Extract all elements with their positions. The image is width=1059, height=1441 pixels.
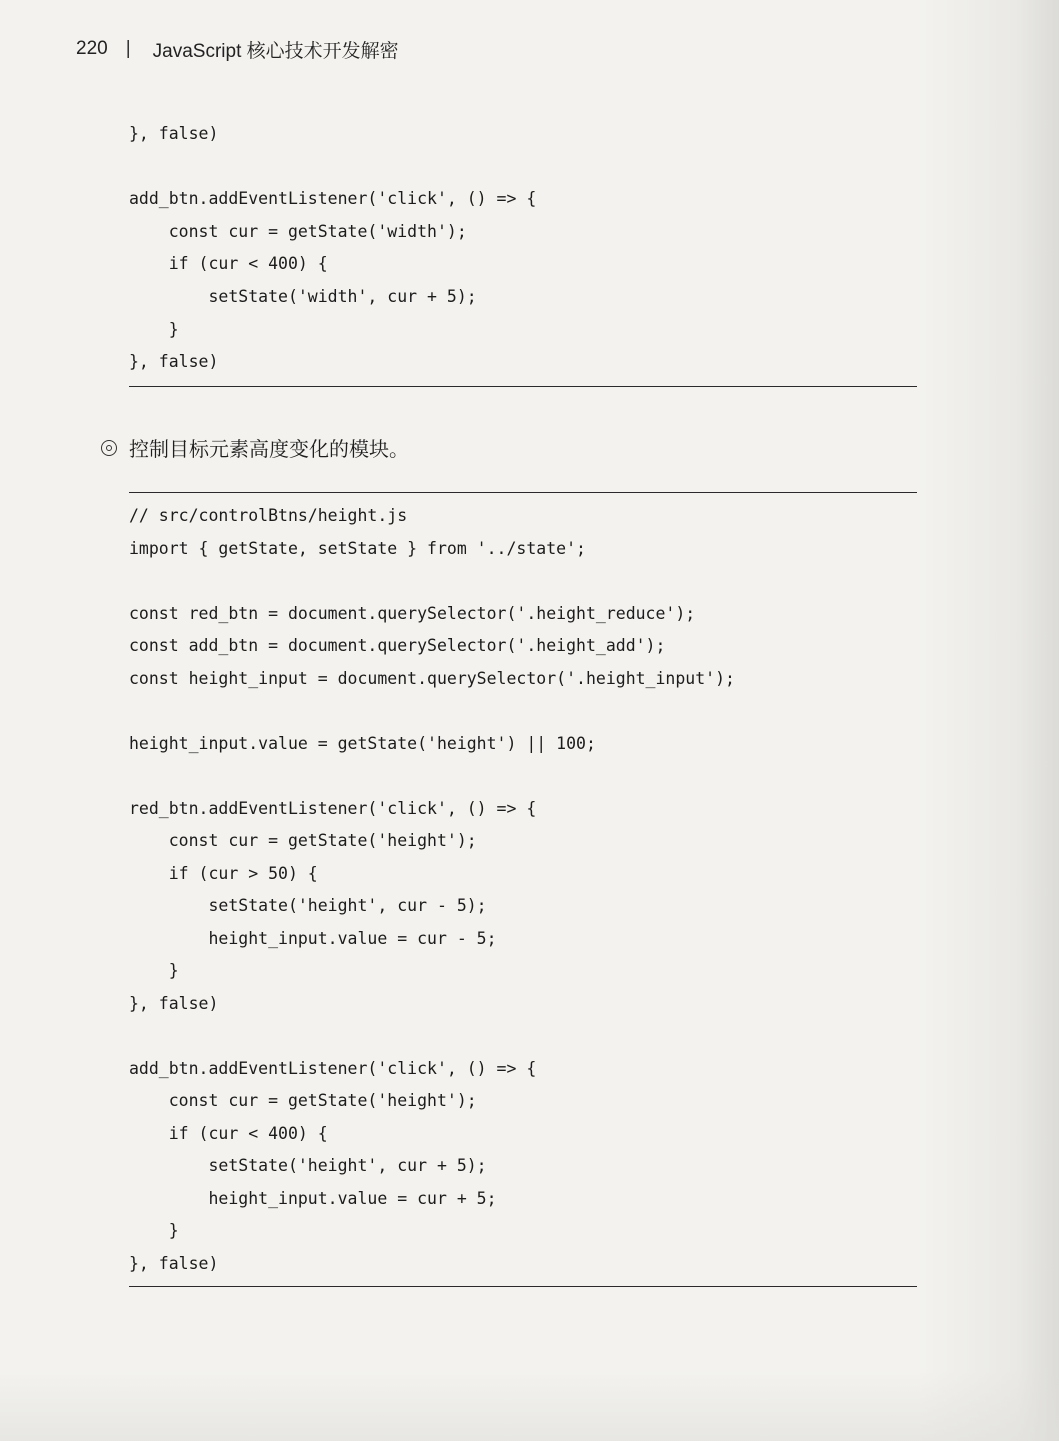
code-line: } bbox=[129, 961, 179, 980]
code-line: height_input.value = getState('height') || 100; bbox=[129, 733, 596, 753]
code-line: height_input.value = cur - 5; bbox=[129, 928, 497, 948]
bullet-text: 控制目标元素高度变化的模块。 bbox=[129, 436, 409, 461]
code-line: add_btn.addEventListener('click', () => { bbox=[129, 1058, 537, 1078]
code-line: setState('height', cur - 5); bbox=[129, 896, 487, 915]
code-line: }, false) bbox=[129, 993, 219, 1013]
page-edge-shadow bbox=[919, 0, 1059, 1441]
code-line: const cur = getState('height'); bbox=[129, 831, 477, 850]
code-line: red_btn.addEventListener('click', () => { bbox=[129, 798, 537, 818]
code-line: const cur = getState('height'); bbox=[129, 1091, 477, 1110]
code-line: height_input.value = cur + 5; bbox=[129, 1188, 497, 1208]
code-block-bottom-rule bbox=[129, 386, 917, 387]
code-line: import { getState, setState } from '../state'; bbox=[129, 538, 586, 558]
code-block-height-module bbox=[129, 500, 917, 1285]
code-line: if (cur < 400) { bbox=[129, 254, 328, 274]
code-line: setState('width', cur + 5); bbox=[129, 287, 477, 306]
code-line: }, false) bbox=[129, 352, 219, 372]
code-block-width-continuation bbox=[129, 118, 917, 383]
code-line: const height_input = document.querySelector('.height_input'); bbox=[129, 668, 735, 688]
circled-dot-bullet-icon bbox=[101, 440, 117, 456]
code-line: if (cur < 400) { bbox=[129, 1123, 328, 1143]
code-line: }, false) bbox=[129, 1253, 219, 1273]
page-bottom-shadow bbox=[0, 1371, 1059, 1441]
code-line: const add_btn = document.querySelector('.height_add'); bbox=[129, 636, 666, 655]
code-line: // src/controlBtns/height.js bbox=[129, 506, 408, 525]
code-line: }, false) bbox=[129, 124, 219, 143]
code-line: } bbox=[129, 1221, 179, 1240]
code-line: const cur = getState('width'); bbox=[129, 221, 467, 241]
code-block-top-rule bbox=[129, 492, 917, 493]
code-line: const red_btn = document.querySelector('.height_reduce'); bbox=[129, 603, 696, 623]
header-separator: | bbox=[125, 38, 131, 59]
code-line: setState('height', cur + 5); bbox=[129, 1156, 487, 1175]
code-line: add_btn.addEventListener('click', () => { bbox=[129, 189, 537, 209]
book-title: JavaScript 核心技术开发解密 bbox=[152, 40, 399, 62]
page-number: 220 bbox=[76, 38, 108, 59]
code-block-bottom-rule bbox=[129, 1286, 917, 1287]
code-line: if (cur > 50) { bbox=[129, 863, 318, 883]
bullet-paragraph bbox=[101, 432, 409, 462]
running-header bbox=[76, 36, 399, 62]
code-line: } bbox=[129, 319, 179, 339]
